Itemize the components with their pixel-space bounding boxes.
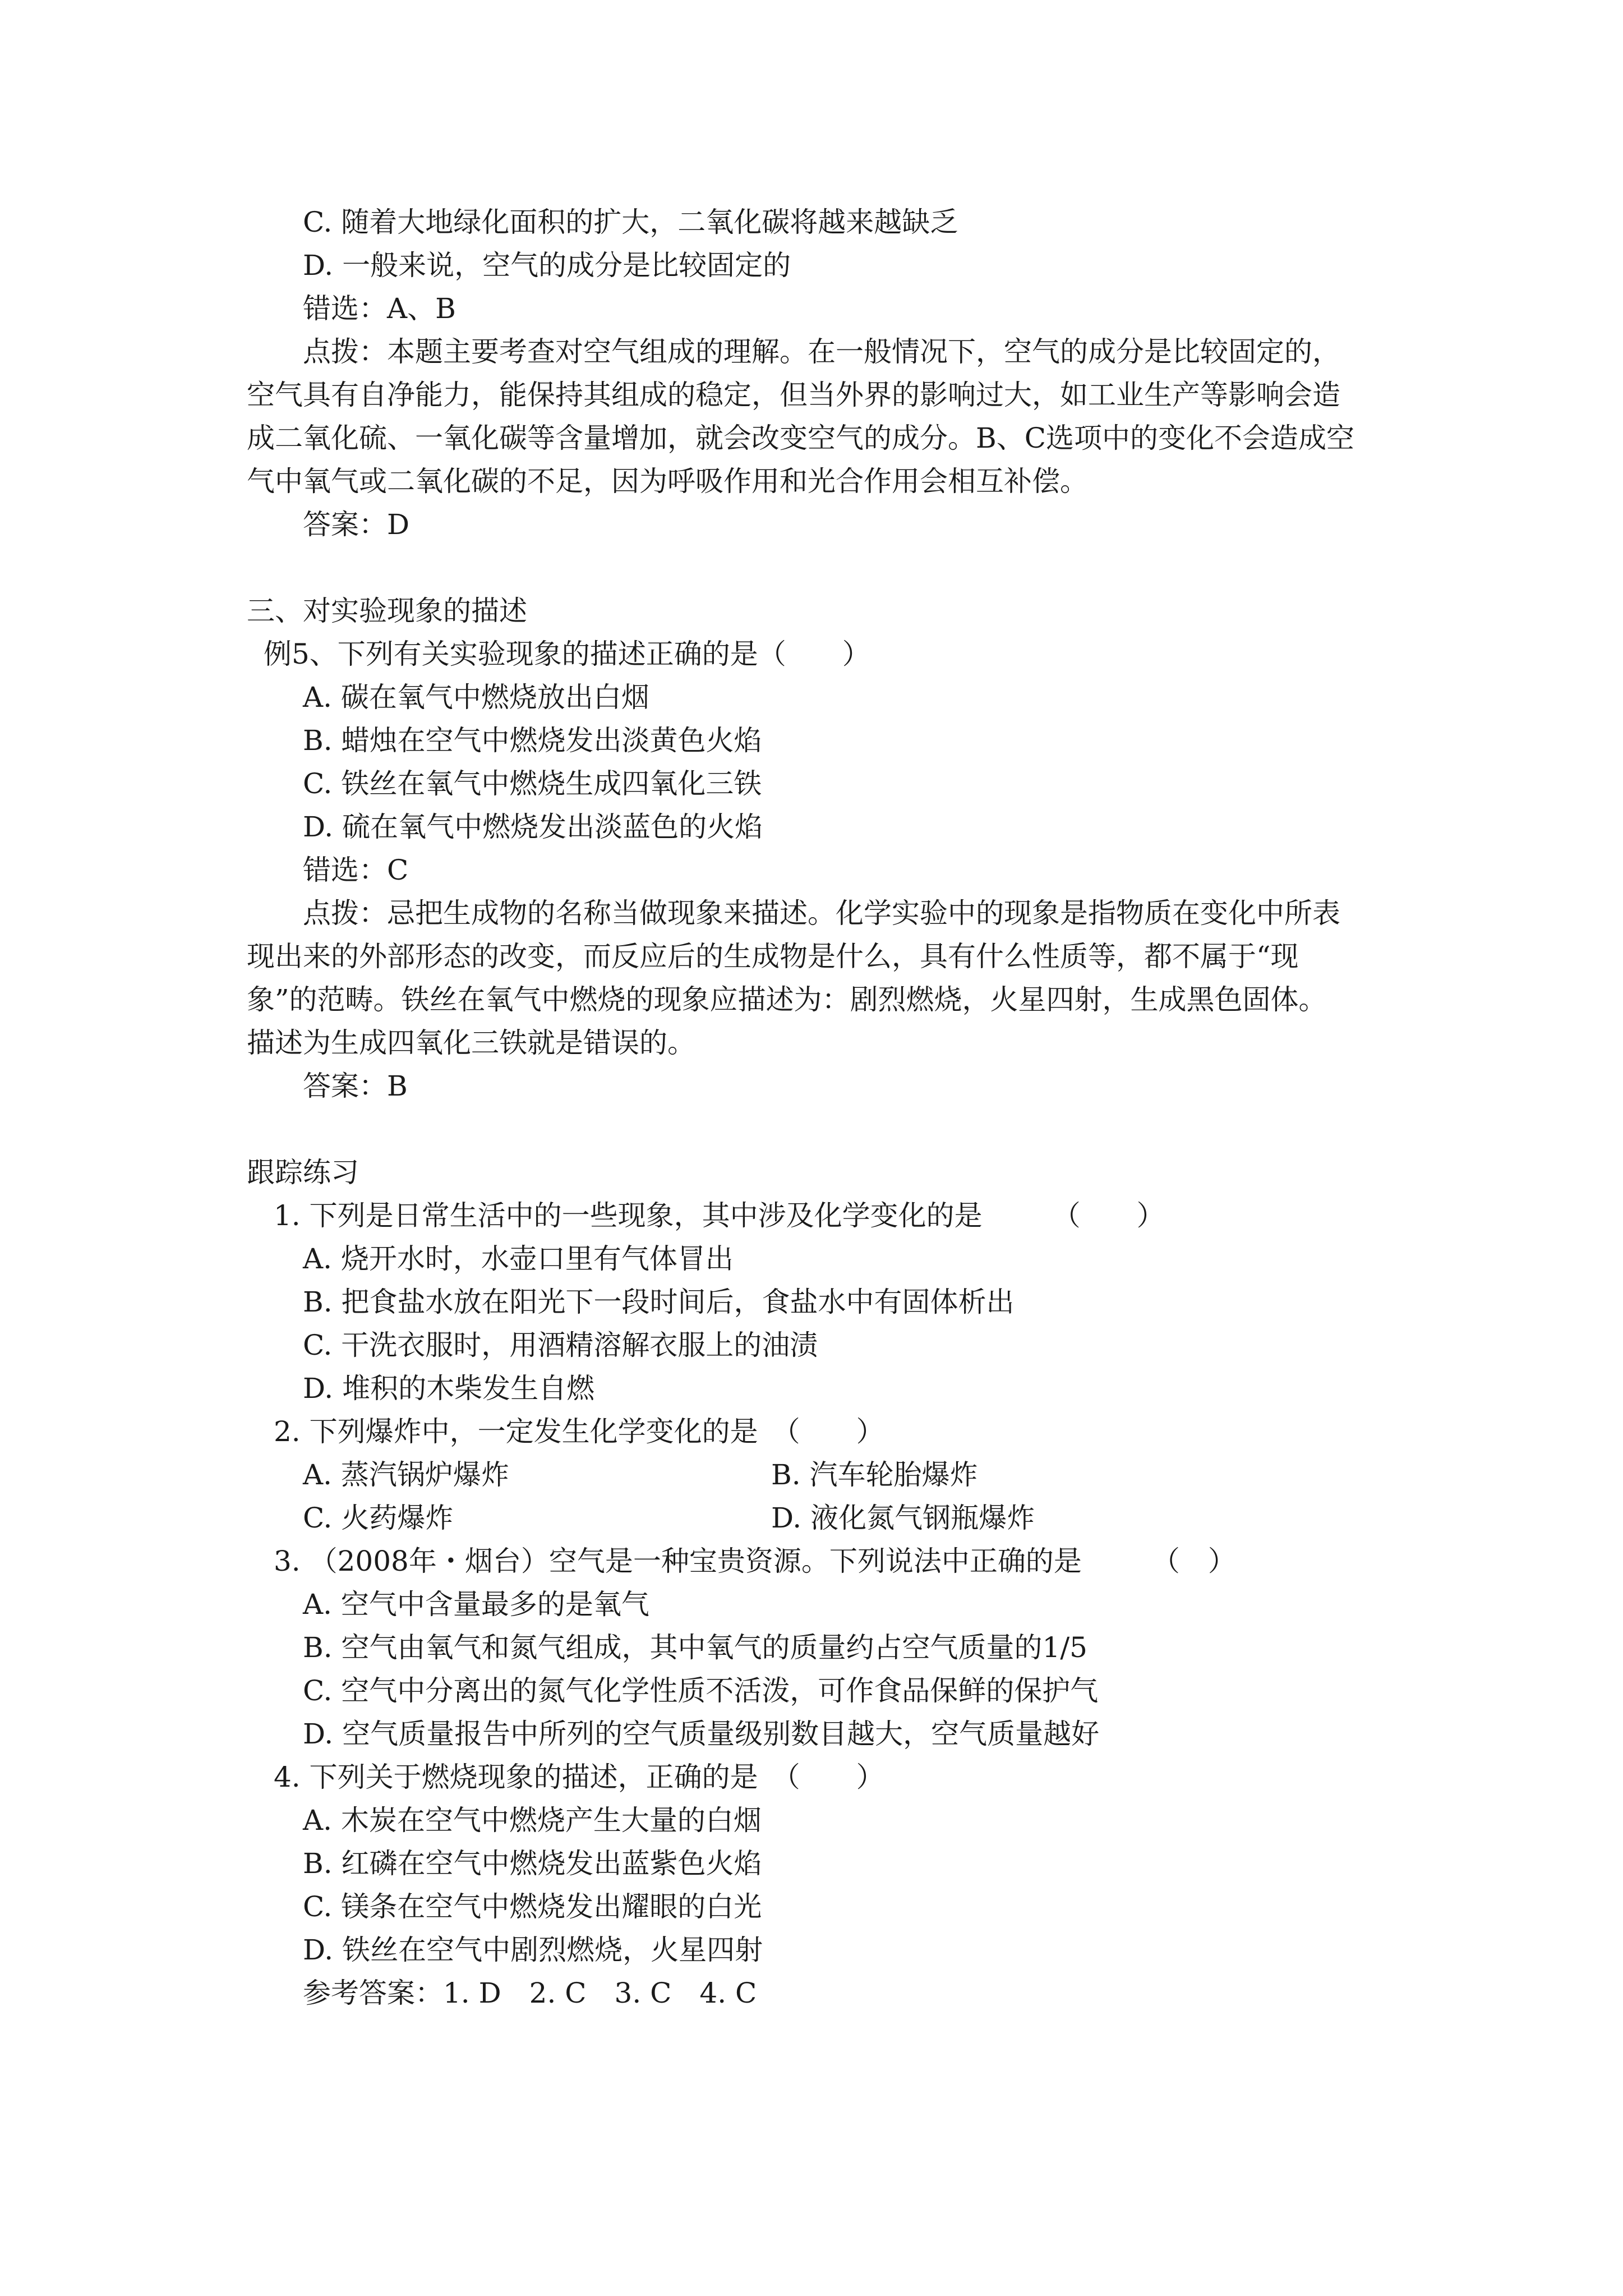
option-b: B. 汽车轮胎爆炸 [771,1458,978,1491]
hint-line: 点拨：本题主要考查对空气组成的理解。在一般情况下，空气的成分是比较固定的， [303,335,1340,368]
option-a: A. 蒸汽锅炉爆炸 [303,1458,509,1491]
practice-heading: 跟踪练习 [247,1156,359,1189]
question-stem: 1. 下列是日常生活中的一些现象，其中涉及化学变化的是 （ ） [274,1199,1165,1232]
option-d: D. 堆积的木柴发生自燃 [303,1372,595,1405]
option-c: C. 随着大地绿化面积的扩大，二氧化碳将越来越缺乏 [303,206,958,238]
option-c: C. 干洗衣服时，用酒精溶解衣服上的油渍 [303,1329,818,1361]
option-d: D. 铁丝在空气中剧烈燃烧，火星四射 [303,1934,763,1966]
option-a: A. 烧开水时，水壶口里有气体冒出 [303,1243,734,1275]
hint-line: 成二氧化硫、一氧化碳等含量增加，就会改变空气的成分。B、C选项中的变化不会造成空 [247,422,1354,454]
wrong-choice: 错选：C [303,854,409,886]
option-d: D. 硫在氧气中燃烧发出淡蓝色的火焰 [303,811,763,843]
option-c: C. 火药爆炸 [303,1502,454,1534]
hint-line: 空气具有自净能力，能保持其组成的稳定，但当外界的影响过大，如工业生产等影响会造 [247,379,1340,411]
option-b: B. 空气由氧气和氮气组成，其中氧气的质量约占空气质量的1/5 [303,1631,1087,1664]
option-b: B. 红磷在空气中燃烧发出蓝紫色火焰 [303,1847,762,1880]
option-c: C. 铁丝在氧气中燃烧生成四氧化三铁 [303,767,762,800]
question-stem: 3. （2008年・烟台）空气是一种宝贵资源。下列说法中正确的是 （ ） [274,1545,1236,1577]
section-heading: 三、对实验现象的描述 [247,595,527,627]
question-stem: 4. 下列关于燃烧现象的描述，正确的是 （ ） [274,1761,884,1793]
example-question: 例5、下列有关实验现象的描述正确的是（ ） [264,638,870,670]
hint-line: 气中氧气或二氧化碳的不足，因为呼吸作用和光合作用会相互补偿。 [247,465,1088,498]
option-a: A. 空气中含量最多的是氧气 [303,1588,649,1621]
wrong-choice: 错选：A、B [303,292,456,325]
reference-answer: 参考答案：1. D 2. C 3. C 4. C [303,1977,757,2009]
option-c: C. 镁条在空气中燃烧发出耀眼的白光 [303,1890,762,1923]
answer: 答案：D [303,508,410,541]
option-d: D. 一般来说，空气的成分是比较固定的 [303,249,791,282]
question-stem: 2. 下列爆炸中，一定发生化学变化的是 （ ） [274,1415,884,1448]
option-d: D. 液化氮气钢瓶爆炸 [771,1502,1035,1534]
option-b: B. 蜡烛在空气中燃烧发出淡黄色火焰 [303,724,762,757]
hint-line: 点拨：忌把生成物的名称当做现象来描述。化学实验中的现象是指物质在变化中所表 [303,897,1340,930]
answer: 答案：B [303,1070,408,1102]
hint-line: 现出来的外部形态的改变，而反应后的生成物是什么，具有什么性质等，都不属于“现 [247,940,1299,973]
option-a: A. 木炭在空气中燃烧产生大量的白烟 [303,1804,762,1837]
option-b: B. 把食盐水放在阳光下一段时间后，食盐水中有固体析出 [303,1286,1015,1318]
option-c: C. 空气中分离出的氮气化学性质不活泼，可作食品保鲜的保护气 [303,1674,1099,1707]
hint-line: 描述为生成四氧化三铁就是错误的。 [247,1027,695,1059]
hint-line: 象”的范畴。铁丝在氧气中燃烧的现象应描述为：剧烈燃烧，火星四射，生成黑色固体。 [247,983,1327,1016]
option-a: A. 碳在氧气中燃烧放出白烟 [303,681,649,714]
option-d: D. 空气质量报告中所列的空气质量级别数目越大，空气质量越好 [303,1718,1100,1750]
